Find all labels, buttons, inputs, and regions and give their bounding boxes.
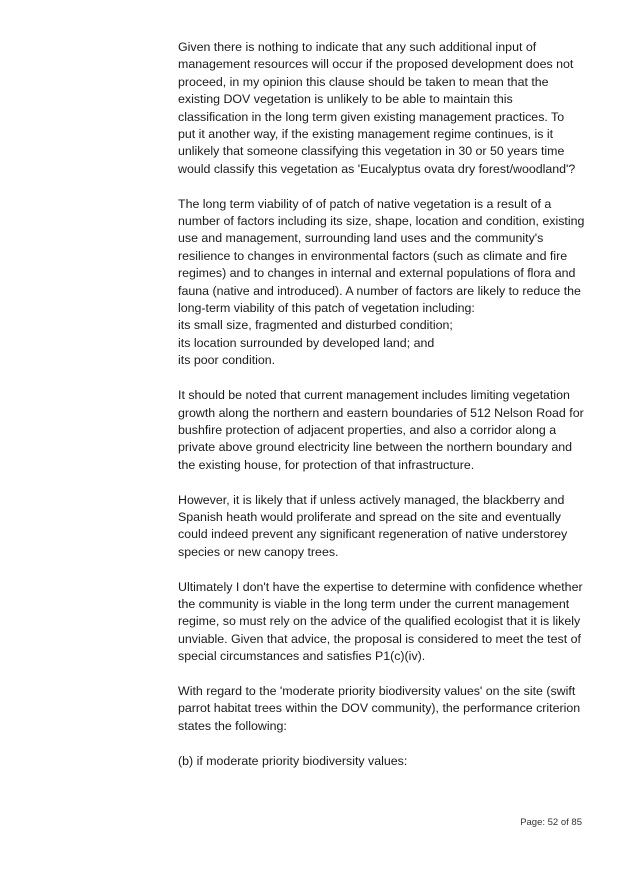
text-line: Given there is nothing to indicate that any such additional input of bbox=[178, 40, 537, 54]
text-line: management resources will occur if the proposed development does not bbox=[178, 57, 574, 72]
text-line: existing DOV vegetation is unlikely to be able to maintain this bbox=[178, 92, 513, 107]
text-line: proceed, in my opinion this clause should be taken to mean that the bbox=[178, 74, 549, 89]
paragraph-ecologist-advice bbox=[178, 579, 588, 666]
text-line: the existing house, for protection of that infrastructure. bbox=[178, 457, 475, 472]
text-line: long-term viability of this patch of vegetation including: bbox=[178, 301, 475, 316]
text-line: states the following: bbox=[178, 718, 287, 733]
text-line: the community is viable in the long term under the current management bbox=[178, 596, 570, 611]
text-line: regimes) and to changes in internal and external populations of flora and bbox=[178, 266, 576, 281]
paragraph-current-management bbox=[178, 387, 588, 474]
paragraph-biodiversity-values bbox=[178, 683, 588, 735]
text-line: would classify this vegetation as 'Eucalyptus ovata dry forest/woodland'? bbox=[178, 161, 576, 176]
text-line: special circumstances and satisfies P1(c)(iv). bbox=[178, 649, 426, 664]
text-line: put it another way, if the existing management regime continues, is it bbox=[178, 127, 554, 142]
text-line: growth along the northern and eastern boundaries of 512 Nelson Road for bbox=[178, 405, 584, 420]
list-item: its location surrounded by developed land; and bbox=[178, 335, 435, 350]
text-line: Spanish heath would proliferate and spread on the site and eventually bbox=[178, 509, 561, 524]
text-line: parrot habitat trees within the DOV community), the performance criterion bbox=[178, 701, 581, 716]
text-line: private above ground electricity line between the northern boundary and bbox=[178, 440, 573, 455]
text-line: fauna (native and introduced). A number of factors are likely to reduce the bbox=[178, 283, 581, 298]
text-line: However, it is likely that if unless actively managed, the blackberry and bbox=[178, 492, 565, 507]
paragraph-criterion-b bbox=[178, 753, 588, 770]
text-line: resilience to changes in environmental factors (such as climate and fire bbox=[178, 248, 568, 263]
text-line: The long term viability of of patch of native vegetation is a result of a bbox=[178, 196, 552, 211]
document-body bbox=[178, 39, 588, 787]
text-line: species or new canopy trees. bbox=[178, 544, 339, 559]
text-line: could indeed prevent any significant regeneration of native understorey bbox=[178, 527, 568, 542]
list-item: its small size, fragmented and disturbed condition; bbox=[178, 318, 453, 333]
text-line: unviable. Given that advice, the proposal is considered to meet the test of bbox=[178, 631, 581, 646]
text-line: It should be noted that current management includes limiting vegetation bbox=[178, 388, 570, 403]
text-line: (b) if moderate priority biodiversity values: bbox=[178, 753, 408, 768]
paragraph-weeds bbox=[178, 492, 588, 562]
paragraph-long-term-viability bbox=[178, 196, 588, 370]
list-item: its poor condition. bbox=[178, 353, 276, 368]
text-line: bushfire protection of adjacent properties, and also a corridor along a bbox=[178, 422, 557, 437]
text-line: number of factors including its size, shape, location and condition, existing bbox=[178, 214, 585, 229]
text-line: Ultimately I don't have the expertise to determine with confidence whether bbox=[178, 579, 583, 594]
text-line: With regard to the 'moderate priority biodiversity values' on the site (swift bbox=[178, 683, 576, 698]
text-line: unlikely that someone classifying this vegetation in 30 or 50 years time bbox=[178, 144, 565, 159]
text-line: regime, so must rely on the advice of the qualified ecologist that it is likely bbox=[178, 614, 581, 629]
page-number: Page: 52 of 85 bbox=[520, 817, 582, 828]
paragraph-dov-classification bbox=[178, 39, 588, 178]
text-line: use and management, surrounding land uses and the community's bbox=[178, 231, 544, 246]
text-line: classification in the long term given existing management practices. To bbox=[178, 109, 565, 124]
